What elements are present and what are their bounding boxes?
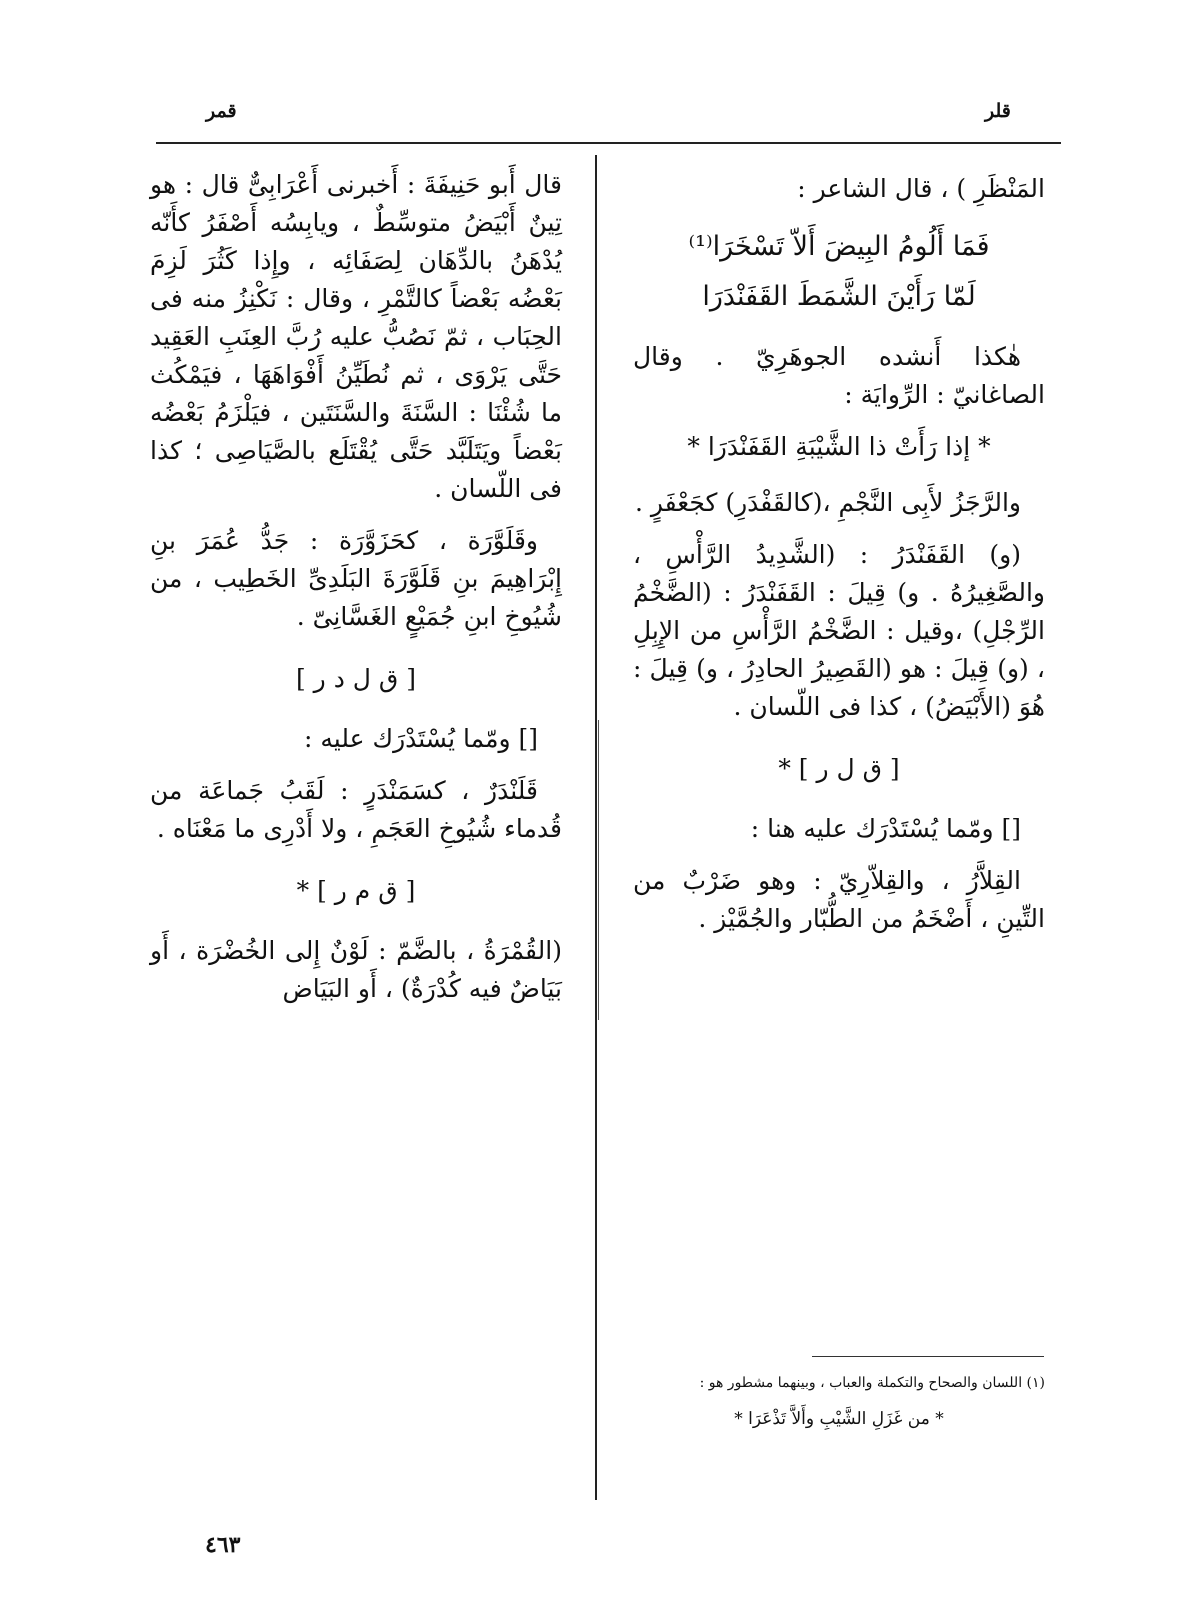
root-heading-qlr: [ ق ل ر ] * <box>778 754 900 783</box>
verse-line-2: لَمّا رَأَيْنَ الشَّمَطَ القَفَنْدَرَا <box>702 281 976 312</box>
running-head-left: قمر <box>206 100 237 122</box>
footnote-rule <box>812 1356 1044 1357</box>
entry-text: [] ومّما يُسْتَدْرَك عليه هنا : <box>750 814 1021 843</box>
entry-text: (و) القَفَنْدَرُ : (الشَّدِيدُ الرَّأْسِ ، والصَّغِيرُهُ . و) قِيلَ : القَفَنْدَرُ : (الضَّخْمُ الرِّجْلِ) ،وقيل : الضَّخْمُ الرَّأْسِ من الإِبِلِ ، (و) قِيلَ : هو (القَصِيرُ الحادِرُ ، و) قِيلَ : هُوَ (الأَبْيَضُ) ، كذا فى اللّسان . <box>633 540 1045 721</box>
running-head-right: قلر <box>985 100 1011 122</box>
entry-text: [] ومّما يُسْتَدْرَك عليه : <box>304 724 538 753</box>
entry-text: وقَلَوَّرَة ، كحَزَوَّرَة : جَدُّ عُمَرَ بنِ إِبْرَاهِيمَ بنِ قَلَوَّرَةَ البَلَدِىِّ الخَطِيب ، من شُيُوخِ ابنِ جُمَيْعٍ الغَسَّانِىّ . <box>150 526 562 631</box>
verse <box>633 222 1045 322</box>
verse-line-1: فَمَا أَلُومُ البِيضَ أَلاّ تَسْخَرَا⁽¹⁾ <box>688 231 990 262</box>
entry-text: قَلَنْدَرٌ ، كسَمَنْدَرٍ : لَقَبُ جَماعَة من قُدماء شُيُوخِ العَجَمِ ، ولا أَدْرِى ما مَعْنَاه . <box>150 776 562 843</box>
column-divider-secondary <box>598 720 599 1020</box>
entry-text: والرَّجَزُ لأَبِى النَّجْمِ ،(كالقَفْدَرِ) كجَعْفَرٍ . <box>634 488 1021 517</box>
page-number: ٤٦٣ <box>205 1532 241 1558</box>
entry-text: المَنْظَرِ ) ، قال الشاعر : <box>797 174 1045 203</box>
entry-text: قال أَبو حَنِيفَةَ : أَخبرنى أَعْرَابِىٌّ قال : هو تِينٌ أَبْيَضُ متوسِّطٌ ، ويابِسُه أَصْفَرُ كأَنّه يُدْهَنُ بالدِّهَان لِصَفَائِه ، وإِذا كَثُرَ لَزِمَ بَعْضُه بَعْضاً كالتَّمْرِ ، وقال : نَكْنِزُ منه فى الحِبَاب ، ثمّ نَصُبُّ عليه رُبَّ العِنَبِ العَقِيد حَتَّى يَرْوَى ، ثم نُطَيِّنُ أَفْوَاهَهَا ، فيَمْكُث ما شُئْنَا : السَّنَةَ والسَّنَتَين ، فيَلْزَمُ بَعْضُه بَعْضاً ويَتَلَبَّد حَتَّى يُقْتَلَع بالصَّيَاصِى ؛ كذا فى اللّسان . <box>150 170 562 503</box>
entry-text: القِلاَّرُ ، والقِلاّرِيّ : وهو ضَرْبٌ من التِّينِ ، أَضْخَمُ من الطُّبّار والجُمَّيْز . <box>633 866 1045 933</box>
footnote-1: (١) اللسان والصحاح والتكملة والعباب ، وبينهما مشطور هو : <box>699 1375 1045 1391</box>
quoted-verse: * إذا رَأَتْ ذا الشَّيْبَةِ القَفَنْدَرَا * <box>687 432 991 461</box>
footnotes <box>633 1370 1045 1432</box>
header-rule <box>156 142 1061 144</box>
left-column <box>150 166 562 1022</box>
right-column <box>633 170 1045 952</box>
entry-text: هٰكذا أَنشده الجوهَرِيّ . وقال الصاغانيّ : الرِّوايَة : <box>633 342 1045 409</box>
entry-text: (القُمْرَةُ ، بالضَّمّ : لَوْنٌ إِلى الخُضْرَة ، أَو بَيَاضٌ فيه كُدْرَةٌ) ، أَو البَيَاض <box>150 936 562 1003</box>
column-divider <box>595 155 597 1500</box>
root-heading-qmr: [ ق م ر ] * <box>296 876 416 905</box>
footnote-1-verse: * من غَزَلِ الشَّيْبِ وأَلاَّ تَذْعَرَا * <box>734 1409 944 1429</box>
root-heading-qldr: [ ق ل د ر ] <box>295 664 416 693</box>
